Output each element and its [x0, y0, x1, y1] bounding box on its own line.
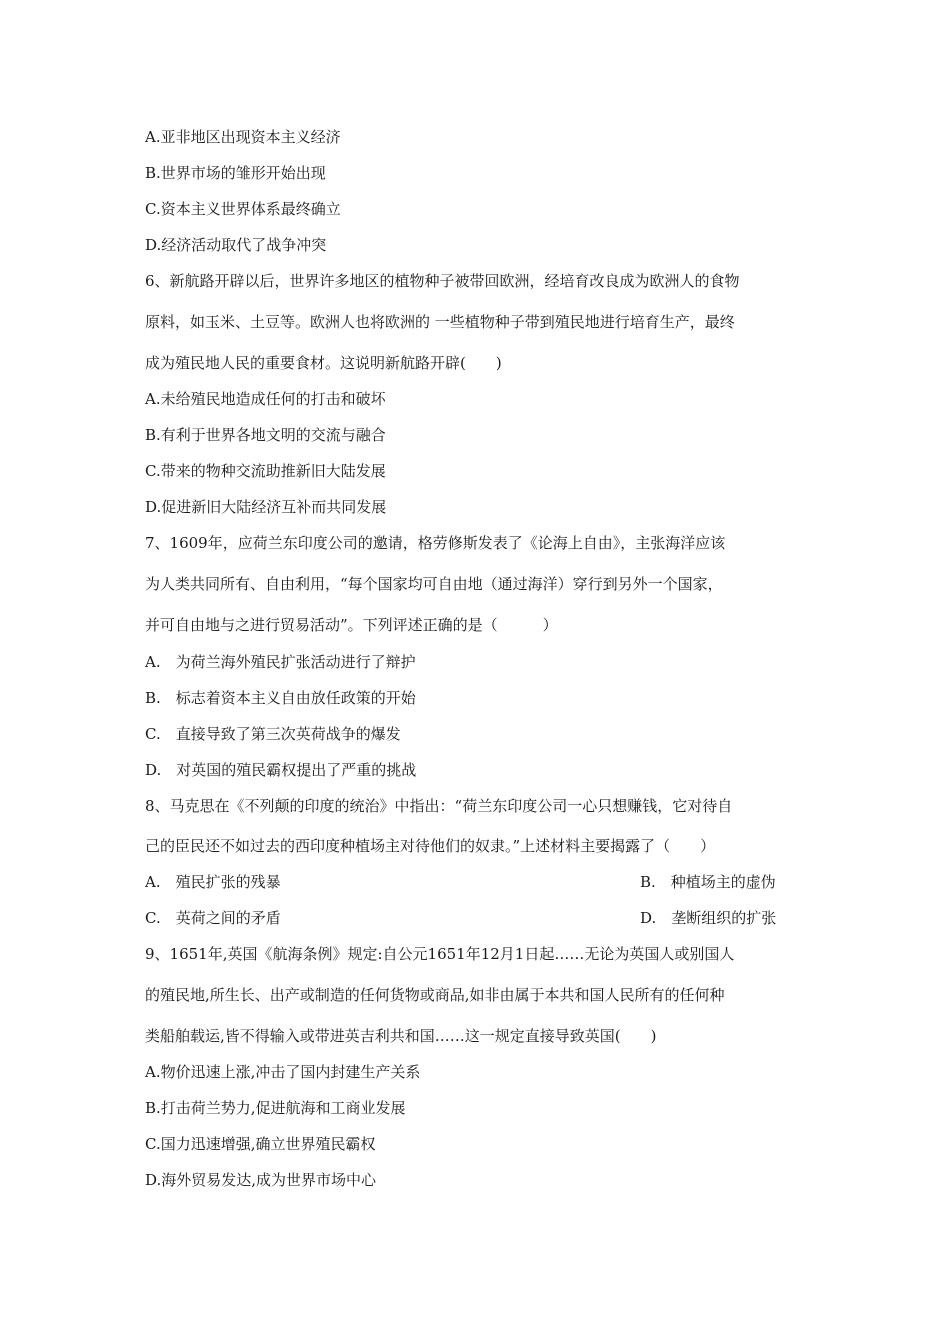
q7-option-b: B. 标志着资本主义自由放任政策的开始 — [145, 689, 416, 707]
q9-stem-line-2: 的殖民地,所生长、出产或制造的任何货物或商品,如非由属于本共和国人民所有的任何种 — [145, 986, 725, 1004]
prev-option-b: B.世界市场的雏形开始出现 — [145, 164, 326, 182]
q9-stem-line-1: 9、1651年,英国《航海条例》规定:自公元1651年12月1日起……无论为英国人或别国人 — [145, 945, 735, 963]
q6-option-b: B.有利于世界各地文明的交流与融合 — [145, 426, 386, 444]
q6-option-a: A.未给殖民地造成任何的打击和破坏 — [145, 390, 386, 408]
prev-option-a: A.亚非地区出现资本主义经济 — [145, 128, 341, 146]
q6-option-c: C.带来的物种交流助推新旧大陆发展 — [145, 462, 386, 480]
prev-option-d: D.经济活动取代了战争冲突 — [145, 236, 327, 254]
q8-option-d: D. 垄断组织的扩张 — [640, 909, 777, 927]
q9-option-a: A.物价迅速上涨,冲击了国内封建生产关系 — [145, 1063, 421, 1081]
q9-stem-line-3: 类船舶载运,皆不得输入或带进英吉利共和国……这一规定直接导致英国( ) — [145, 1027, 657, 1045]
q8-option-b: B. 种植场主的虚伪 — [640, 873, 776, 891]
q8-stem-line-1: 8、马克思在《不列颠的印度的统治》中指出：“荷兰东印度公司一心只想赚钱，它对待自 — [145, 797, 733, 815]
q6-option-d: D.促进新旧大陆经济互补而共同发展 — [145, 498, 387, 516]
q6-stem-line-1: 6、新航路开辟以后，世界许多地区的植物种子被带回欧洲，经培育改良成为欧洲人的食物 — [145, 272, 740, 290]
q7-option-c: C. 直接导致了第三次英荷战争的爆发 — [145, 725, 401, 743]
q7-option-d: D. 对英国的殖民霸权提出了严重的挑战 — [145, 761, 417, 779]
q7-stem-line-1: 7、1609年，应荷兰东印度公司的邀请，格劳修斯发表了《论海上自由》，主张海洋应该 — [145, 534, 726, 552]
q7-option-a: A. 为荷兰海外殖民扩张活动进行了辩护 — [145, 653, 416, 671]
q7-stem-line-3: 并可自由地与之进行贸易活动”。下列评述正确的是（ ） — [145, 616, 558, 634]
q9-option-b: B.打击荷兰势力,促进航海和工商业发展 — [145, 1099, 406, 1117]
q7-stem-line-2: 为人类共同所有、自由利用，“每个国家均可自由地（通过海洋）穿行到另外一个国家， — [145, 575, 723, 593]
q9-option-d: D.海外贸易发达,成为世界市场中心 — [145, 1171, 377, 1189]
q9-option-c: C.国力迅速增强,确立世界殖民霸权 — [145, 1135, 376, 1153]
q8-option-a: A. 殖民扩张的残暴 — [145, 873, 281, 891]
q6-stem-line-3: 成为殖民地人民的重要食材。这说明新航路开辟( ) — [145, 354, 502, 372]
q6-stem-line-2: 原料，如玉米、土豆等。欧洲人也将欧洲的 一些植物种子带到殖民地进行培育生产，最终 — [145, 313, 735, 331]
prev-option-c: C.资本主义世界体系最终确立 — [145, 200, 341, 218]
q8-option-c: C. 英荷之间的矛盾 — [145, 909, 281, 927]
q8-stem-line-2: 己的臣民还不如过去的西印度种植场主对待他们的奴隶。”上述材料主要揭露了（ ） — [145, 837, 716, 855]
